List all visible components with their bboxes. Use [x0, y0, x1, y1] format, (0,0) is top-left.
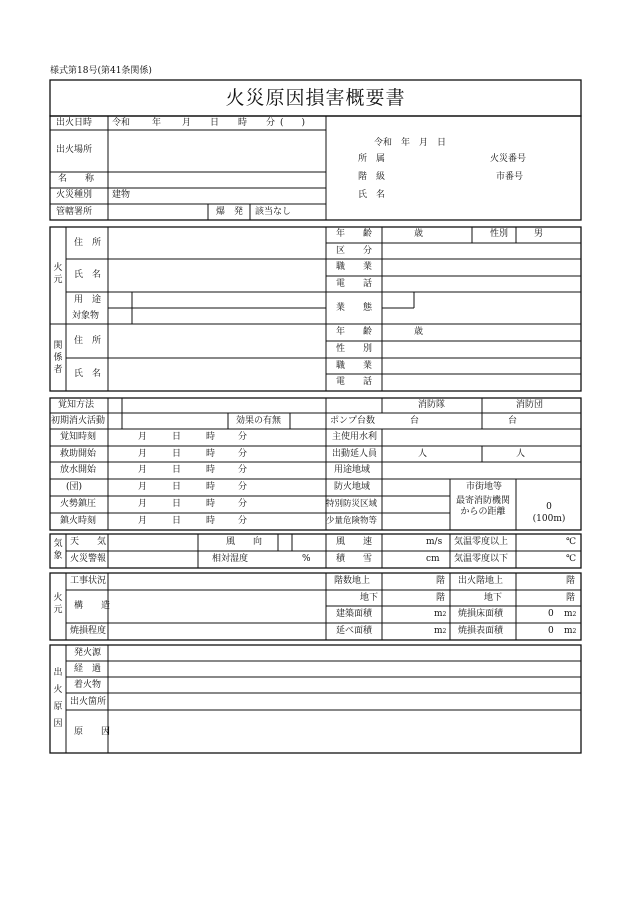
fire-floor-above-label: 出火階地上	[458, 576, 504, 586]
cause-side-label: 出火原因	[53, 668, 63, 729]
rank-label: 階 級	[358, 172, 386, 182]
aware-month: 月	[138, 432, 148, 442]
reporter-name-label: 氏 名	[358, 190, 386, 200]
explosion-value: 該当なし	[255, 207, 292, 217]
related-name-label: 氏 名	[74, 369, 102, 379]
water-hour: 時	[206, 465, 216, 475]
floors-below-label: 地下	[360, 593, 379, 603]
nearest-unit: (100m)	[532, 514, 566, 524]
dept-unit-count: 台	[410, 416, 420, 426]
related-occupation-label: 職 業	[336, 361, 373, 371]
water-minute: 分	[238, 465, 248, 475]
water-start-label: 放水開始	[60, 465, 97, 475]
fire-number-label: 火災番号	[490, 154, 527, 164]
origin-occupation-label: 職 業	[336, 262, 373, 272]
fire-warning-label: 火災警報	[70, 554, 107, 564]
aware-hour: 時	[206, 432, 216, 442]
related-address-label: 住 所	[74, 336, 102, 346]
building-side-label: 火元	[53, 593, 63, 615]
rescue-month: 月	[138, 449, 148, 459]
extinguish-month: 月	[138, 516, 148, 526]
fire-datetime-era: 令和	[112, 118, 131, 128]
temp-above-unit: ℃	[566, 537, 577, 547]
nearest-label: 最寄消防機関からの距離	[455, 496, 510, 517]
burnt-surface-value: 0	[548, 626, 554, 636]
aware-minute: 分	[238, 432, 248, 442]
rescue-day: 日	[172, 449, 182, 459]
humidity-label: 相対湿度	[212, 554, 249, 564]
wind-unit: m/s	[426, 537, 443, 547]
related-age-unit: 歳	[414, 327, 424, 337]
dan-month: 月	[138, 482, 148, 492]
total-area-unit-text: m	[434, 626, 443, 636]
special-zone-label: 特別防災区域	[326, 499, 378, 509]
rescue-start-label: 救助開始	[60, 449, 97, 459]
business-label: 業 態	[336, 303, 373, 313]
category-label: 区 分	[336, 246, 373, 256]
structure-label: 構 造	[74, 601, 111, 611]
dan-label: (団)	[66, 482, 83, 492]
related-sex-label: 性 別	[336, 344, 373, 354]
snow-unit: cm	[426, 554, 440, 564]
dan-minute: 分	[238, 482, 248, 492]
related-age-label: 年 齢	[336, 327, 373, 337]
fire-datetime-label: 出火日時	[56, 118, 93, 128]
extinguish-hour: 時	[206, 516, 216, 526]
burnt-surface-unit: $m^2$	[564, 626, 577, 636]
burnt-surface-unit-text: m	[564, 626, 573, 636]
fire-type-label: 火災種別	[56, 190, 93, 200]
sex-label: 性別	[490, 229, 509, 239]
water-day: 日	[172, 465, 182, 475]
temp-above-label: 気温零度以上	[454, 537, 509, 547]
temp-below-label: 気温零度以下	[454, 554, 509, 564]
corps-personnel-unit: 人	[516, 449, 526, 459]
dan-hour: 時	[206, 482, 216, 492]
weather-label: 天 気	[70, 537, 107, 547]
name-label: 名 称	[58, 174, 95, 184]
extinguish-label: 鎮火時刻	[60, 516, 97, 526]
hour-label: 時	[238, 118, 248, 128]
page-title: 火災原因損害概要書	[225, 87, 406, 109]
rescue-hour: 時	[206, 449, 216, 459]
personnel-label: 出動延人員	[332, 449, 378, 459]
fire-place-label: 出火場所	[56, 145, 93, 155]
use-zone-label: 用途地域	[334, 465, 371, 475]
year-label: 年	[152, 118, 162, 128]
floors-above-unit: 階	[436, 576, 446, 586]
cause-label: 原 因	[74, 727, 111, 737]
control-label: 火勢鎮圧	[60, 499, 97, 509]
side-label-related: 関係者	[53, 341, 63, 375]
wind-speed-label: 風 速	[336, 537, 373, 547]
origin-phone-label: 電 話	[336, 279, 373, 289]
aware-method-label: 覚知方法	[58, 400, 95, 410]
fire-dept-label: 消防隊	[418, 400, 446, 410]
control-month: 月	[138, 499, 148, 509]
temp-below-unit: ℃	[566, 554, 577, 564]
total-area-unit: $m^2$	[434, 626, 447, 636]
dept-personnel-unit: 人	[418, 449, 428, 459]
sex-value: 男	[534, 229, 544, 239]
ignition-source-label: 発火源	[74, 648, 102, 658]
form-number: 様式第18号(第41条関係)	[50, 66, 152, 76]
dan-day: 日	[172, 482, 182, 492]
building-area-unit-text: m	[434, 609, 443, 619]
extinguish-minute: 分	[238, 516, 248, 526]
affiliation-label: 所 属	[358, 154, 386, 164]
pump-count-label: ポンプ台数	[330, 416, 376, 426]
jurisdiction-label: 管轄署所	[56, 207, 93, 217]
control-minute: 分	[238, 499, 248, 509]
aware-day: 日	[172, 432, 182, 442]
hazmat-label: 少量危険物等	[326, 516, 378, 526]
fire-floor-below-unit: 階	[566, 593, 576, 603]
damage-level-label: 焼損程度	[70, 626, 107, 636]
minute-label: 分	[266, 118, 276, 128]
related-phone-label: 電 話	[336, 377, 373, 387]
extinguish-day: 日	[172, 516, 182, 526]
building-area-label: 建築面積	[336, 609, 373, 619]
city-number-label: 市番号	[496, 172, 524, 182]
fire-corps-label: 消防団	[516, 400, 544, 410]
origin-age-label: 年 齢	[336, 229, 373, 239]
burnt-floor-unit: $m^2$	[564, 609, 577, 619]
first-ignited-label: 着火物	[74, 680, 102, 690]
weather-side-label: 気象	[53, 539, 63, 561]
side-label-origin: 火元	[53, 263, 63, 285]
report-date: 令和 年 月 日	[374, 138, 447, 148]
day-label: 日	[210, 118, 220, 128]
water-source-label: 主使用水利	[332, 432, 378, 442]
burnt-surface-label: 焼損表面積	[458, 626, 504, 636]
corps-unit-count: 台	[508, 416, 518, 426]
city-zone-label: 市街地等	[466, 482, 503, 492]
fire-zone-label: 防火地域	[334, 482, 371, 492]
burnt-floor-unit-text: m	[564, 609, 573, 619]
object-label: 対象物	[72, 311, 100, 321]
nearest-value: 0	[546, 502, 552, 512]
wind-dir-label: 風 向	[226, 537, 263, 547]
fire-floor-below-label: 地下	[484, 593, 503, 603]
effect-label: 効果の有無	[236, 416, 282, 426]
burnt-floor-label: 焼損床面積	[458, 609, 504, 619]
initial-ext-label: 初期消火活動	[51, 416, 106, 426]
construction-status-label: 工事状況	[70, 576, 107, 586]
weekday-paren: ( )	[280, 118, 306, 128]
use-label: 用 途	[74, 295, 102, 305]
origin-address-label: 住 所	[74, 238, 102, 248]
control-hour: 時	[206, 499, 216, 509]
water-month: 月	[138, 465, 148, 475]
explosion-label: 爆 発	[216, 207, 244, 217]
burnt-floor-value: 0	[548, 609, 554, 619]
rescue-minute: 分	[238, 449, 248, 459]
aware-time-label: 覚知時刻	[60, 432, 97, 442]
fire-location-label: 出火箇所	[70, 697, 107, 707]
origin-name-label: 氏 名	[74, 270, 102, 280]
snow-label: 積 雪	[336, 554, 373, 564]
month-label: 月	[182, 118, 192, 128]
total-area-label: 延べ面積	[336, 626, 373, 636]
humidity-unit: %	[302, 554, 311, 564]
floors-above-label: 階数地上	[334, 576, 371, 586]
origin-age-unit: 歳	[414, 229, 424, 239]
building-area-unit: $m^2$	[434, 609, 447, 619]
control-day: 日	[172, 499, 182, 509]
floors-below-unit: 階	[436, 593, 446, 603]
fire-type-value: 建物	[112, 190, 131, 200]
fire-floor-above-unit: 階	[566, 576, 576, 586]
process-label: 経 過	[74, 664, 102, 674]
